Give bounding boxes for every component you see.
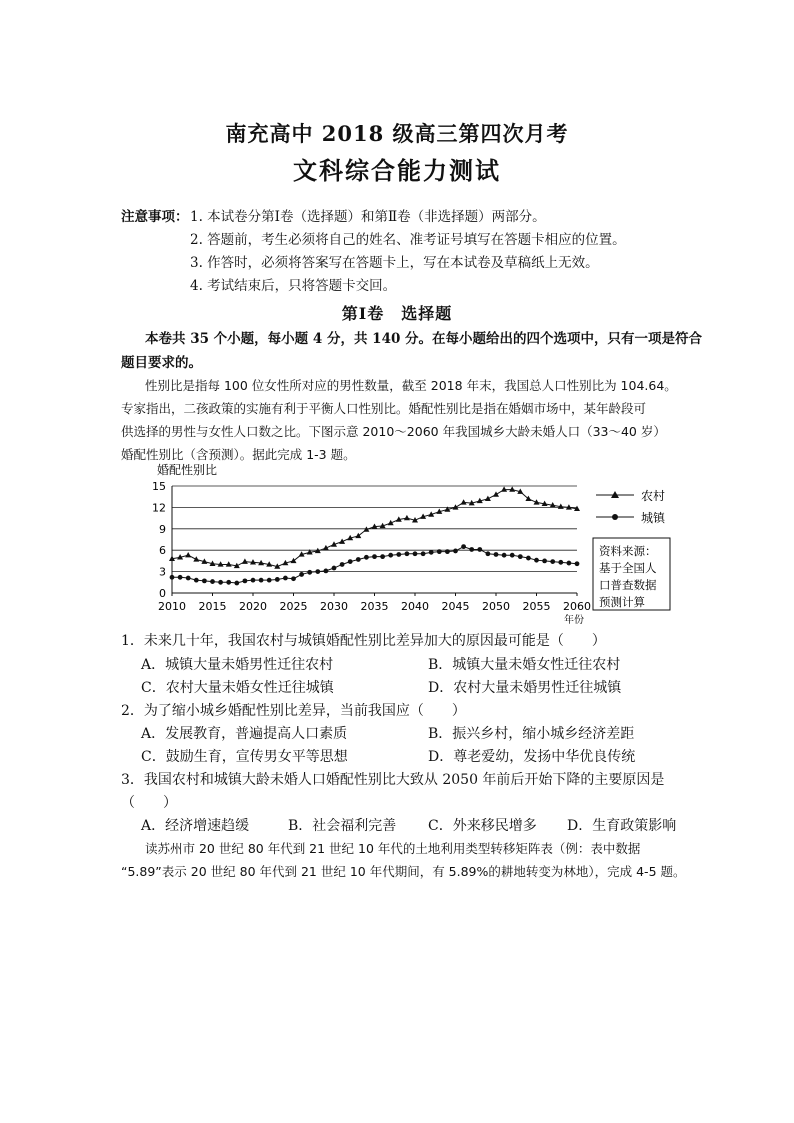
question-1-option-c: C．农村大量未婚女性迁往城镇	[141, 680, 334, 696]
point-urban-2030	[332, 566, 337, 571]
point-urban-2029	[324, 568, 329, 573]
point-urban-2011	[178, 575, 183, 580]
point-urban-2046	[461, 544, 466, 549]
point-urban-2055	[534, 558, 539, 563]
xtick-label-2015: 2015	[198, 600, 227, 613]
chart-axes	[172, 486, 577, 593]
point-rural-2039	[404, 515, 410, 520]
point-urban-2035	[372, 554, 377, 559]
point-rural-2052	[509, 486, 515, 491]
passage2-line1: 读苏州市 20 世纪 80 年代到 21 世纪 10 年代的土地利用类型转移矩阵表（例：表中数据	[145, 841, 641, 856]
point-urban-2018	[234, 581, 239, 586]
point-urban-2042	[429, 550, 434, 555]
xtick-label-2010: 2010	[158, 600, 186, 613]
point-urban-2023	[275, 577, 280, 582]
point-rural-2019	[242, 558, 248, 563]
question-2-option-a: A．发展教育，普遍提高人口素质	[141, 726, 348, 742]
point-rural-2013	[193, 556, 199, 561]
question-1-stem: 1．未来几十年，我国农村与城镇婚配性别比差异加大的原因最可能是（ ）	[121, 633, 606, 649]
point-urban-2041	[421, 551, 426, 556]
point-urban-2010	[170, 575, 175, 580]
point-urban-2060	[575, 561, 580, 566]
question-1-option-d: D．农村大量未婚男性迁往城镇	[428, 680, 622, 696]
chart-series	[169, 486, 580, 585]
point-urban-2013	[194, 578, 199, 583]
point-urban-2038	[396, 552, 401, 557]
point-urban-2059	[567, 561, 572, 566]
question-2-option-b: B．振兴乡村，缩小城乡经济差距	[428, 726, 635, 742]
point-urban-2048	[477, 547, 482, 552]
point-urban-2053	[518, 554, 523, 559]
source-note-line1: 资料来源：	[599, 544, 657, 558]
passage1-line1: 性别比是指每 100 位女性所对应的男性数量，截至 2018 年末，我国总人口性别比为 104.64。	[145, 378, 677, 393]
point-urban-2022	[267, 578, 272, 583]
source-note-line3: 口普查数据	[599, 578, 657, 592]
point-urban-2016	[218, 580, 223, 585]
point-urban-2017	[226, 580, 231, 585]
section-intro-line2: 题目要求的。	[121, 355, 202, 371]
xtick-label-2025: 2025	[279, 600, 308, 613]
ytick-label-15: 15	[152, 480, 166, 493]
section-intro-line1: 本卷共 35 个小题，每小题 4 分，共 140 分。在每小题给出的四个选项中，只有一项是符合	[145, 331, 703, 347]
passage2-line2: “5.89”表示 20 世纪 80 年代到 21 世纪 10 年代期间，有 5.89%的耕地转变为林地），完成 4-5 题。	[121, 864, 686, 879]
point-rural-2025	[291, 558, 297, 563]
xtick-label-2020: 2020	[239, 600, 267, 613]
point-urban-2012	[186, 576, 191, 581]
point-urban-2027	[307, 570, 312, 575]
point-urban-2020	[251, 578, 256, 583]
point-urban-2040	[413, 551, 418, 556]
legend-label-rural: 农村	[641, 489, 666, 503]
exam-title: 南充高中 2018 级高三第四次月考	[225, 121, 569, 146]
question-3-option-a: A．经济增速趋缓	[141, 818, 250, 834]
xtick-label-2050: 2050	[482, 600, 510, 613]
point-urban-2039	[405, 551, 410, 556]
question-3-option-b: B．社会福利完善	[288, 818, 397, 834]
point-urban-2054	[526, 556, 531, 561]
point-rural-2033	[355, 533, 361, 538]
question-3-option-c: C．外来移民增多	[428, 818, 537, 834]
note-item-3: 3. 作答时，必须将答案写在答题卡上，写在本试卷及草稿纸上无效。	[190, 255, 599, 271]
point-urban-2031	[340, 562, 345, 567]
passage1-line3: 供选择的男性与女性人口数之比。下图示意 2010～2060 年我国城乡大龄未婚人口（33～40 岁）	[121, 424, 666, 439]
point-urban-2043	[437, 549, 442, 554]
exam-subtitle: 文科综合能力测试	[293, 156, 501, 185]
point-rural-2012	[185, 552, 191, 557]
ytick-label-0: 0	[159, 587, 166, 600]
ytick-label-12: 12	[152, 501, 166, 515]
point-urban-2052	[510, 553, 515, 558]
question-1-option-b: B．城镇大量未婚女性迁往农村	[428, 657, 621, 673]
point-urban-2056	[542, 559, 547, 564]
point-urban-2033	[356, 557, 361, 562]
point-urban-2019	[243, 578, 248, 583]
point-urban-2024	[283, 576, 288, 581]
chart-legend	[596, 488, 666, 525]
ytick-label-9: 9	[159, 522, 166, 536]
point-urban-2021	[259, 578, 264, 583]
point-rural-2049	[485, 496, 491, 501]
point-urban-2036	[380, 554, 385, 559]
point-urban-2058	[558, 560, 563, 565]
question-3-option-d: D．生育政策影响	[567, 818, 677, 834]
passage1-line2: 专家指出，二孩政策的实施有利于平衡人口性别比。婚配性别比是指在婚姻市场中，某年龄段可	[121, 401, 647, 416]
xtick-label-2035: 2035	[360, 600, 389, 613]
question-2-option-d: D．尊老爱幼，发扬中华优良传统	[428, 749, 636, 765]
question-3-stem: 3．我国农村和城镇大龄未婚人口婚配性别比大致从 2050 年前后开始下降的主要原因是	[121, 772, 665, 788]
note-item-4: 4. 考试结束后，只将答题卡交回。	[190, 278, 397, 294]
question-1-option-a: A．城镇大量未婚男性迁往农村	[141, 657, 334, 673]
xtick-label-2055: 2055	[522, 600, 551, 613]
point-urban-2028	[315, 569, 320, 574]
point-urban-2037	[388, 553, 393, 558]
section-title: 第Ⅰ卷 选择题	[341, 304, 453, 323]
point-urban-2051	[502, 553, 507, 558]
point-urban-2014	[202, 578, 207, 583]
ytick-label-3: 3	[159, 565, 166, 579]
point-urban-2049	[486, 551, 491, 556]
question-2-option-c: C．鼓励生育，宣传男女平等思想	[141, 749, 348, 765]
point-urban-2047	[469, 547, 474, 552]
notes-label: 注意事项：	[121, 209, 189, 225]
point-rural-2045	[453, 504, 459, 509]
chart-xlabel: 年份	[564, 615, 584, 626]
xtick-label-2045: 2045	[441, 600, 470, 613]
note-item-2: 2. 答题前，考生必须将自己的姓名、准考证号填写在答题卡相应的位置。	[190, 232, 626, 248]
passage1-line4: 婚配性别比（含预测）。据此完成 1-3 题。	[121, 447, 356, 462]
question-2-stem: 2．为了缩小城乡婚配性别比差异，当前我国应（ ）	[121, 703, 466, 719]
sex-ratio-chart	[0, 458, 794, 628]
point-urban-2044	[445, 549, 450, 554]
point-urban-2050	[494, 552, 499, 557]
point-urban-2045	[453, 549, 458, 554]
point-urban-2032	[348, 559, 353, 564]
question-3-stem-cont: （ ）	[121, 795, 177, 811]
chart-source-note	[593, 538, 670, 610]
point-rural-2051	[501, 486, 507, 491]
xtick-label-2030: 2030	[320, 600, 348, 613]
chart-ylabel: 婚配性别比	[157, 463, 218, 477]
source-note-line2: 基于全国人	[599, 561, 657, 575]
point-urban-2025	[291, 576, 296, 581]
point-urban-2026	[299, 572, 304, 577]
point-rural-2050	[493, 491, 499, 496]
legend-label-urban: 城镇	[641, 511, 666, 525]
point-urban-2057	[550, 559, 555, 564]
xtick-label-2060: 2060	[563, 600, 591, 613]
point-rural-2046	[461, 499, 467, 504]
note-item-1: 1. 本试卷分第Ⅰ卷（选择题）和第Ⅱ卷（非选择题）两部分。	[190, 209, 546, 225]
xtick-label-2040: 2040	[401, 600, 429, 613]
source-note-line4: 预测计算	[599, 595, 645, 609]
point-urban-2034	[364, 555, 369, 560]
point-urban-2015	[210, 579, 215, 584]
ytick-label-6: 6	[159, 544, 166, 558]
